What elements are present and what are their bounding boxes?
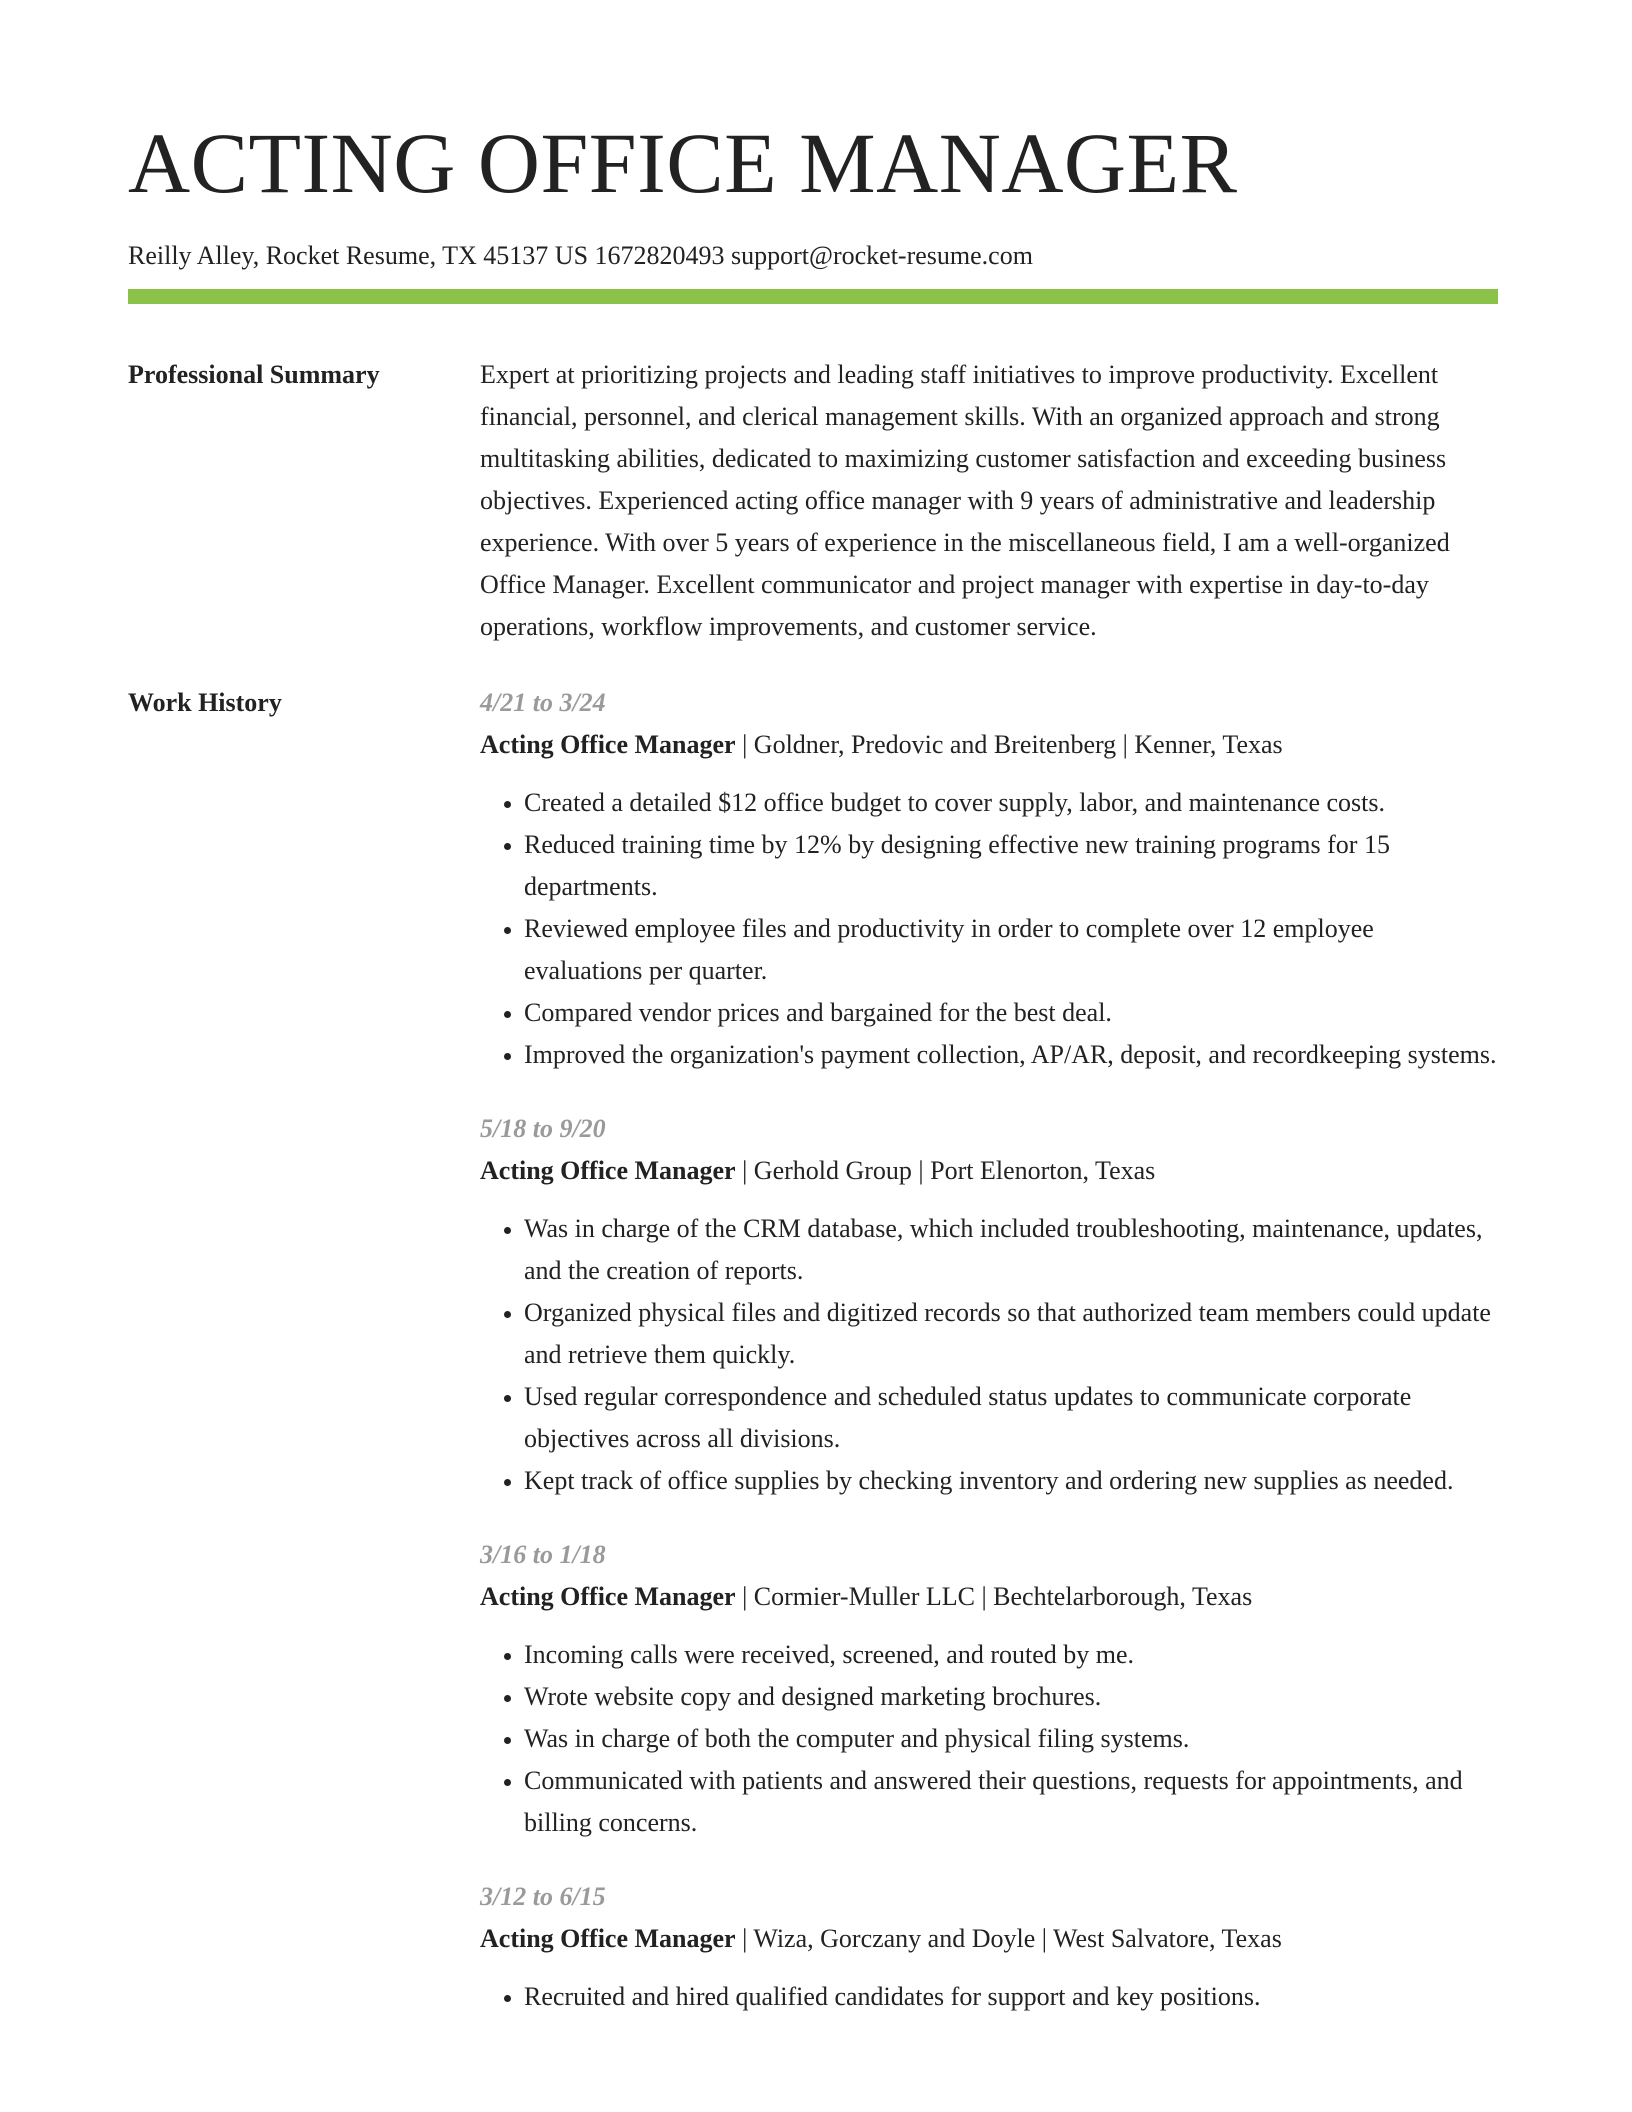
job-bullet: • Communicated with patients and answered their questions, requests for appointments, and billing concerns.	[524, 1760, 1498, 1844]
job-dates: 4/21 to 3/24	[480, 688, 606, 718]
job-bullet: • Organized physical files and digitized records so that authorized team members could update and retrieve them quickly.	[524, 1292, 1498, 1376]
work-history-section	[128, 682, 1498, 2050]
summary-section	[128, 354, 1498, 648]
job-bullet: • Incoming calls were received, screened, and routed by me.	[524, 1634, 1498, 1676]
job-bullet: • Kept track of office supplies by checking inventory and ordering new supplies as needed.	[524, 1460, 1498, 1502]
job-bullet-list	[480, 1976, 1498, 2018]
job-bullet: • Compared vendor prices and bargained for the best deal.	[524, 992, 1498, 1034]
job-bullet: • Was in charge of both the computer and physical filing systems.	[524, 1718, 1498, 1760]
job-bullet: • Was in charge of the CRM database, which included troubleshooting, maintenance, updates, and the creation of reports.	[524, 1208, 1498, 1292]
job-entry	[480, 1108, 1498, 1502]
job-bullet: • Recruited and hired qualified candidates for support and key positions.	[524, 1976, 1498, 2018]
work-history-heading: Work History	[128, 688, 282, 718]
summary-body	[480, 354, 1498, 648]
job-entry	[480, 1534, 1498, 1844]
resume-title: ACTING OFFICE MANAGER	[128, 115, 1238, 211]
summary-heading: Professional Summary	[128, 360, 380, 390]
job-bullet-list	[480, 1208, 1498, 1502]
job-employer-location: | Wiza, Gorczany and Doyle | West Salvatore, Texas	[735, 1924, 1282, 1954]
job-employer-location: | Cormier-Muller LLC | Bechtelarborough, Texas	[735, 1582, 1253, 1612]
job-heading	[480, 724, 1498, 766]
job-bullet: • Wrote website copy and designed marketing brochures.	[524, 1676, 1498, 1718]
job-bullet: • Reviewed employee files and productivity in order to complete over 12 employee evaluations per quarter.	[524, 908, 1498, 992]
job-employer-location: | Gerhold Group | Port Elenorton, Texas	[735, 1156, 1156, 1186]
job-bullet-list	[480, 782, 1498, 1076]
job-bullet: • Improved the organization's payment collection, AP/AR, deposit, and recordkeeping systems.	[524, 1034, 1498, 1076]
job-entry	[480, 1876, 1498, 2018]
job-heading	[480, 1576, 1498, 1618]
job-title: Acting Office Manager	[480, 1924, 736, 1954]
accent-divider	[128, 289, 1498, 304]
job-bullet: • Used regular correspondence and scheduled status updates to communicate corporate objectives across all divisions.	[524, 1376, 1498, 1460]
work-history-body	[480, 682, 1498, 2050]
job-dates: 3/16 to 1/18	[480, 1540, 606, 1570]
job-bullet: • Reduced training time by 12% by designing effective new training programs for 15 departments.	[524, 824, 1498, 908]
job-heading	[480, 1150, 1498, 1192]
contact-line: Reilly Alley, Rocket Resume, TX 45137 US 1672820493 support@rocket-resume.com	[128, 241, 1033, 270]
job-employer-location: | Goldner, Predovic and Breitenberg | Kenner, Texas	[735, 730, 1283, 760]
job-heading	[480, 1918, 1498, 1960]
summary-text: Expert at prioritizing projects and leading staff initiatives to improve productivity. Excellent financial, personnel, and clerical management skills. With an organized approach and strong multitasking abilities, dedicated to maximizing customer satisfaction and exceeding business objectives. Experienced acting office manager with 9 years of administrative and leadership experience. With over 5 years of experience in the miscellaneous field, I am a well-organized Office Manager. Excellent communicator and project manager with expertise in day-to-day operations, workflow improvements, and customer service.	[480, 360, 1450, 642]
job-title: Acting Office Manager	[480, 1156, 736, 1186]
job-title: Acting Office Manager	[480, 1582, 736, 1612]
job-title: Acting Office Manager	[480, 730, 736, 760]
job-dates: 5/18 to 9/20	[480, 1114, 606, 1144]
job-dates: 3/12 to 6/15	[480, 1882, 606, 1912]
job-bullet-list	[480, 1634, 1498, 1844]
job-bullet: • Created a detailed $12 office budget to cover supply, labor, and maintenance costs.	[524, 782, 1498, 824]
job-entry	[480, 682, 1498, 1076]
